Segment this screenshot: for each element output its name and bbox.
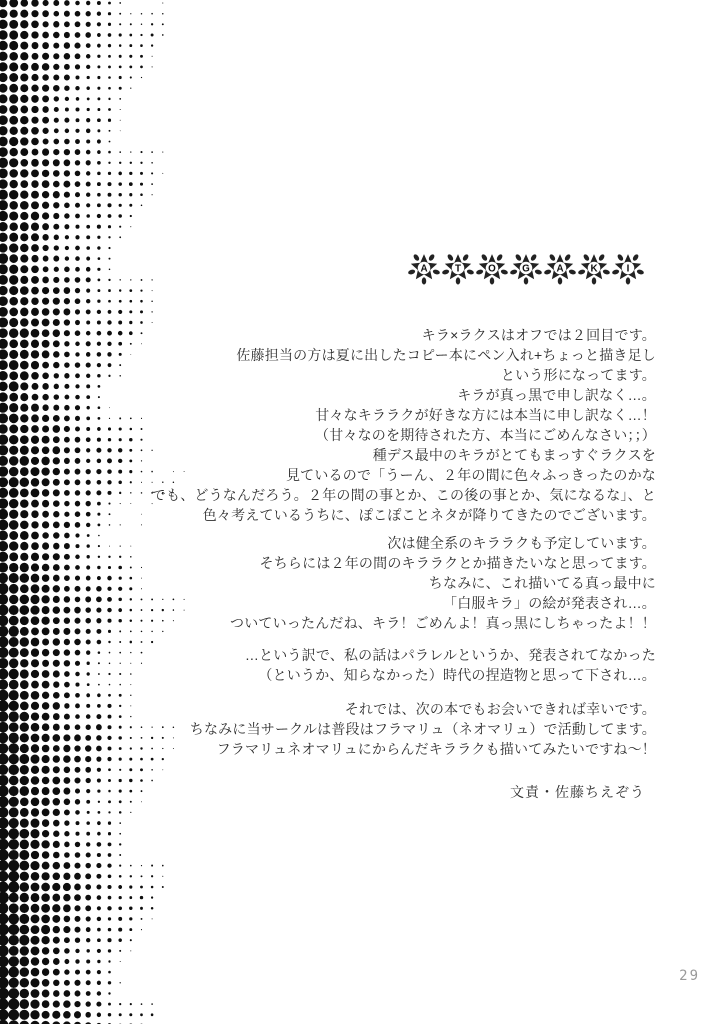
text-line: 色々考えているうちに、ぽこぽことネタが降りてきたのでございます。 bbox=[202, 507, 656, 523]
text-line: 佐藤担当の方は夏に出したコピー本にペン入れ+ちょっと描き足し bbox=[236, 347, 656, 363]
text-line: ちなみに当サークルは普段はフラマリュ（ネオマリュ）で活動してます。 bbox=[189, 721, 656, 737]
author-signature: 文責・佐藤ちえぞう bbox=[510, 784, 645, 800]
paragraph bbox=[90, 645, 656, 685]
text-line: …という訳で、私の話はパラレルというか、発表されてなかった bbox=[244, 647, 656, 663]
paragraph bbox=[90, 325, 656, 525]
text-line: それでは、次の本でもお会いできれば幸いです。 bbox=[344, 701, 656, 717]
text-line: 甘々なキララクが好きな方には本当に申し訳なく…！ bbox=[315, 407, 656, 423]
text-line: そちらには２年の間のキララクとか描きたいなと思ってます。 bbox=[259, 555, 656, 571]
text-line: 「白服キラ」の絵が発表され…。 bbox=[443, 595, 656, 611]
star-flower-icon bbox=[611, 250, 645, 286]
text-line: でも、どうなんだろう。２年の間の事とか、この後の事とか、気になるな」、と bbox=[151, 487, 656, 503]
svg-text:K: K bbox=[590, 263, 598, 275]
star-flower-icon bbox=[441, 250, 475, 286]
star-flower-icon bbox=[577, 250, 611, 286]
text-line: 種デス最中のキラがとてもまっすぐラクスを bbox=[372, 447, 656, 463]
svg-text:G: G bbox=[522, 263, 530, 275]
page-title bbox=[407, 250, 645, 286]
text-line: という形になってます。 bbox=[500, 367, 656, 383]
svg-text:O: O bbox=[488, 263, 496, 275]
star-flower-icon bbox=[509, 250, 543, 286]
text-line: フラマリュネオマリュにからんだキララクも描いてみたいですね〜！ bbox=[216, 741, 656, 757]
text-line: （甘々なのを期待された方、本当にごめんなさい；；） bbox=[315, 427, 656, 443]
paragraph bbox=[90, 533, 656, 633]
star-flower-icon bbox=[543, 250, 577, 286]
svg-text:A: A bbox=[556, 263, 564, 275]
svg-text:T: T bbox=[454, 263, 462, 275]
svg-text:A: A bbox=[420, 263, 428, 275]
star-flower-icon bbox=[475, 250, 509, 286]
text-line: キラが真っ黒で申し訳なく…。 bbox=[457, 387, 656, 403]
text-line: 見ているので「うーん、２年の間に色々ふっきったのかな bbox=[285, 467, 656, 483]
text-line: ちなみに、これ描いてる真っ最中に bbox=[428, 575, 656, 591]
text-line: ついていったんだね、キラ！ごめんよ！真っ黒にしちゃったよ！！ bbox=[230, 615, 656, 631]
text-line: キラ×ラクスはオフでは２回目です。 bbox=[421, 327, 656, 343]
text-line: 次は健全系のキララクも予定しています。 bbox=[387, 535, 656, 551]
page-number: 29 bbox=[679, 968, 700, 984]
star-flower-icon bbox=[407, 250, 441, 286]
text-line: （というか、知らなかった）時代の捏造物と思って下され…。 bbox=[258, 667, 656, 683]
paragraph bbox=[90, 699, 656, 759]
afterword-text bbox=[90, 325, 656, 759]
svg-text:I: I bbox=[626, 263, 630, 275]
